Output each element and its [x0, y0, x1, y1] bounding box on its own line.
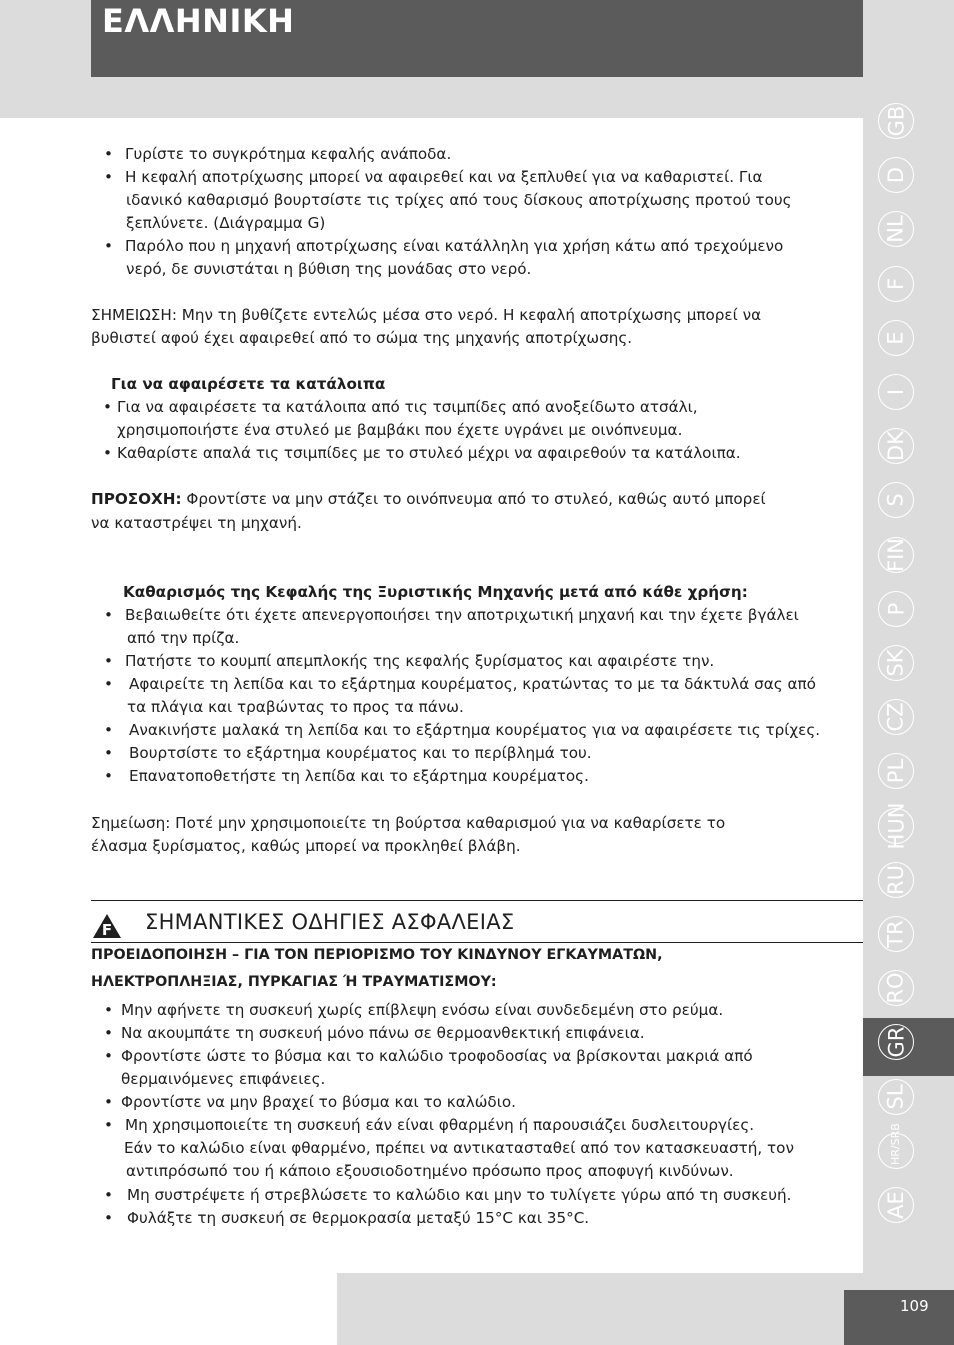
language-tab-e[interactable] — [878, 320, 914, 356]
warning-icon — [92, 913, 122, 939]
list-item: Επανατοποθετήστε τη λεπίδα και το εξάρτημα κουρέματος. — [129, 767, 589, 785]
list-item: Βεβαιωθείτε ότι έχετε απενεργοποιήσει την αποτριχωτική μηχανή και την έχετε βγάλει — [125, 606, 799, 624]
list-item: Φροντίστε ώστε το βύσμα και το καλώδιο τροφοδοσίας να βρίσκονται μακριά από — [121, 1047, 753, 1065]
header-bar — [91, 0, 863, 77]
list-item-continuation: τα πλάγια και τραβώντας το προς τα πάνω. — [127, 698, 464, 716]
note-text: έλασμα ξυρίσματος, καθώς μπορεί να προκληθεί βλάβη. — [91, 837, 521, 855]
warning-text: ΗΛΕΚΤΡΟΠΛΗΞΙΑΣ, ΠΥΡΚΑΓΙΑΣ Ή ΤΡΑΥΜΑΤΙΣΜΟΥ: — [91, 974, 497, 990]
bullet-marker: • — [104, 721, 113, 739]
language-tab-ro[interactable] — [878, 970, 914, 1006]
bullet-marker: • — [104, 1093, 113, 1111]
language-tab-label: F — [884, 277, 908, 291]
language-tab-label: GR — [884, 1026, 908, 1058]
list-item: Για να αφαιρέσετε τα κατάλοιπα από τις τσιμπίδες από ανοξείδωτο ατσάλι, — [117, 398, 698, 416]
language-tab-label: SK — [883, 649, 908, 677]
language-tab-gb[interactable] — [878, 103, 914, 139]
list-item-continuation: θερμαινόμενες επιφάνειες. — [121, 1070, 326, 1088]
caution-text: Φροντίστε να μην στάζει το οινόπνευμα από το στυλεό, καθώς αυτό μπορεί — [186, 490, 766, 508]
bullet-marker: • — [104, 1209, 113, 1227]
bullet-marker: • — [104, 675, 113, 693]
language-tab-fin[interactable] — [878, 537, 914, 573]
safety-heading: ΣΗΜΑΝΤΙΚΕΣ ΟΔΗΓΙΕΣ ΑΣΦΑΛΕΙΑΣ — [145, 910, 515, 934]
bullet-marker: • — [103, 398, 112, 416]
list-item: Αφαιρείτε τη λεπίδα και το εξάρτημα κουρέματος, κρατώντας το με τα δάκτυλά σας από — [129, 675, 816, 693]
language-tab-s[interactable] — [878, 482, 914, 518]
language-tab-label: FIN — [883, 538, 908, 572]
language-tab-ae[interactable] — [878, 1187, 914, 1223]
list-item-continuation: ιδανικό καθαρισμό βουρτσίστε τις τρίχες από τους δίσκους αποτρίχωσης προτού τους — [126, 191, 792, 209]
language-tab-label: RO — [884, 972, 908, 1004]
list-item: Παρόλο που η μηχανή αποτρίχωσης είναι κατάλληλη για χρήση κάτω από τρεχούμενο — [125, 237, 784, 255]
list-item: Η κεφαλή αποτρίχωσης μπορεί να αφαιρεθεί και να ξεπλυθεί για να καθαριστεί. Για — [125, 168, 763, 186]
language-tab-cz[interactable] — [878, 699, 914, 735]
list-item-continuation: ξεπλύνετε. (Διάγραμμα G) — [126, 214, 326, 232]
language-tab-nl[interactable] — [878, 211, 914, 247]
note-text: Σημείωση: Ποτέ μην χρησιμοποιείτε τη βούρτσα καθαρισμού για να καθαρίσετε το — [91, 814, 726, 832]
bullet-marker: • — [104, 1186, 113, 1204]
list-item: Γυρίστε το συγκρότημα κεφαλής ανάποδα. — [125, 145, 452, 163]
list-item-continuation: νερό, δε συνιστάται η βύθιση της μονάδας στο νερό. — [126, 260, 532, 278]
warning-text: ΠΡΟΕΙΔΟΠΟΙΗΣΗ – ΓΙΑ ΤΟΝ ΠΕΡΙΟΡΙΣΜΟ ΤΟΥ ΚΙΝΔΥΝΟΥ ΕΓΚΑΥΜΑΤΩΝ, — [91, 947, 663, 963]
language-tab-label: I — [883, 388, 908, 396]
divider — [91, 900, 863, 901]
language-tab-label: E — [884, 331, 908, 345]
list-item: Καθαρίστε απαλά τις τσιμπίδες με το στυλεό μέχρι να αφαιρεθούν τα κατάλοιπα. — [117, 444, 741, 462]
list-item-continuation: αντιπρόσωπό του ή κάποιο εξουσιοδοτημένο πρόσωπο προς αποφυγή κινδύνων. — [126, 1162, 734, 1180]
list-item: Να ακουμπάτε τη συσκευή μόνο πάνω σε θερμοανθεκτική επιφάνεια. — [121, 1024, 645, 1042]
language-tab-pl[interactable] — [878, 753, 914, 789]
list-item: Μη συστρέψετε ή στρεβλώσετε το καλώδιο και μην το τυλίγετε γύρω από τη συσκευή. — [127, 1186, 792, 1204]
language-tab-sl[interactable] — [878, 1079, 914, 1115]
note-text: ΣΗΜΕΙΩΣΗ: Μην τη βυθίζετε εντελώς μέσα στο νερό. Η κεφαλή αποτρίχωσης μπορεί να — [91, 306, 762, 324]
language-tab-tr[interactable] — [878, 916, 914, 952]
language-tab-sk[interactable] — [878, 645, 914, 681]
language-tab-label: DK — [883, 431, 908, 461]
page-number: 109 — [900, 1297, 929, 1315]
list-item-continuation: Εάν το καλώδιο είναι φθαρμένο, πρέπει να αντικατασταθεί από τον κατασκευαστή, τον — [124, 1139, 794, 1157]
bullet-marker: • — [104, 1001, 113, 1019]
list-item-continuation: από την πρίζα. — [127, 629, 240, 647]
language-tab-d[interactable] — [878, 157, 914, 193]
list-item: Φροντίστε να μην βραχεί το βύσμα και το καλώδιο. — [121, 1093, 516, 1111]
bullet-marker: • — [104, 1116, 113, 1134]
bullet-marker: • — [103, 444, 112, 462]
language-tab-label: PL — [884, 758, 908, 784]
language-tab-i[interactable] — [878, 374, 914, 410]
language-tab-gr[interactable] — [878, 1024, 914, 1060]
list-item-continuation: χρησιμοποιήστε ένα στυλεό με βαμβάκι που έχετε υγράνει με οινόπνευμα. — [117, 421, 683, 439]
bullet-marker: • — [104, 237, 113, 255]
language-tab-label: AE — [883, 1191, 908, 1219]
footer-band — [337, 1273, 863, 1345]
language-tab-label: NL — [883, 215, 908, 243]
language-tab-label: HR/SRB — [889, 1123, 902, 1165]
language-tab-p[interactable] — [878, 591, 914, 627]
divider — [91, 942, 863, 943]
bullet-marker: • — [104, 1047, 113, 1065]
list-item: Μην αφήνετε τη συσκευή χωρίς επίβλεψη ενόσω είναι συνδεδεμένη στο ρεύμα. — [121, 1001, 724, 1019]
page-title: ΕΛΛΗΝΙΚΗ — [102, 2, 295, 40]
language-tab-label: P — [883, 602, 908, 616]
language-tab-ru[interactable] — [878, 862, 914, 898]
list-item: Βουρτσίστε το εξάρτημα κουρέματος και το περίβλημά του. — [129, 744, 592, 762]
list-item: Ανακινήστε μαλακά τη λεπίδα και το εξάρτημα κουρέματος για να αφαιρέσετε τις τρίχες. — [129, 721, 821, 739]
language-tab-hr-srb[interactable] — [878, 1123, 914, 1169]
list-item: Πατήστε το κουμπί απεμπλοκής της κεφαλής ξυρίσματος και αφαιρέστε την. — [125, 652, 715, 670]
page-number-box — [844, 1290, 954, 1345]
caution-text: να καταστρέψει τη μηχανή. — [91, 514, 302, 532]
language-tab-f[interactable] — [878, 266, 914, 302]
bullet-marker: • — [104, 168, 113, 186]
list-item: Φυλάξτε τη συσκευή σε θερμοκρασία μεταξύ 15°C και 35°C. — [127, 1209, 590, 1227]
bullet-marker: • — [104, 606, 113, 624]
bullet-marker: • — [104, 145, 113, 163]
language-tab-label: CZ — [884, 702, 908, 732]
language-tab-hun[interactable] — [878, 802, 914, 850]
language-tab-label: TR — [883, 920, 908, 948]
caution-label: ΠΡΟΣΟΧΗ: — [91, 490, 182, 508]
language-tab-label: S — [884, 493, 908, 507]
note-text: βυθιστεί αφού έχει αφαιρεθεί από το σώμα της μηχανής αποτρίχωσης. — [91, 329, 633, 347]
language-tab-label: SL — [884, 1084, 908, 1110]
language-tab-label: HUN — [884, 802, 908, 850]
language-tab-label: D — [883, 166, 908, 184]
svg-text:F: F — [101, 921, 113, 939]
bullet-marker: • — [104, 1024, 113, 1042]
language-tab-dk[interactable] — [878, 428, 914, 464]
language-tab-label: GB — [884, 105, 908, 137]
bullet-marker: • — [104, 744, 113, 762]
caution-paragraph — [91, 488, 766, 511]
list-item: Μη χρησιμοποιείτε τη συσκευή εάν είναι φθαρμένη ή παρουσιάζει δυσλειτουργίες. — [125, 1116, 755, 1134]
section-heading: Καθαρισμός της Κεφαλής της Ξυριστικής Μηχανής μετά από κάθε χρήση: — [123, 583, 748, 601]
bullet-marker: • — [104, 652, 113, 670]
language-tab-label: RU — [884, 865, 908, 895]
bullet-marker: • — [104, 767, 113, 785]
section-heading: Για να αφαιρέσετε τα κατάλοιπα — [111, 375, 386, 393]
